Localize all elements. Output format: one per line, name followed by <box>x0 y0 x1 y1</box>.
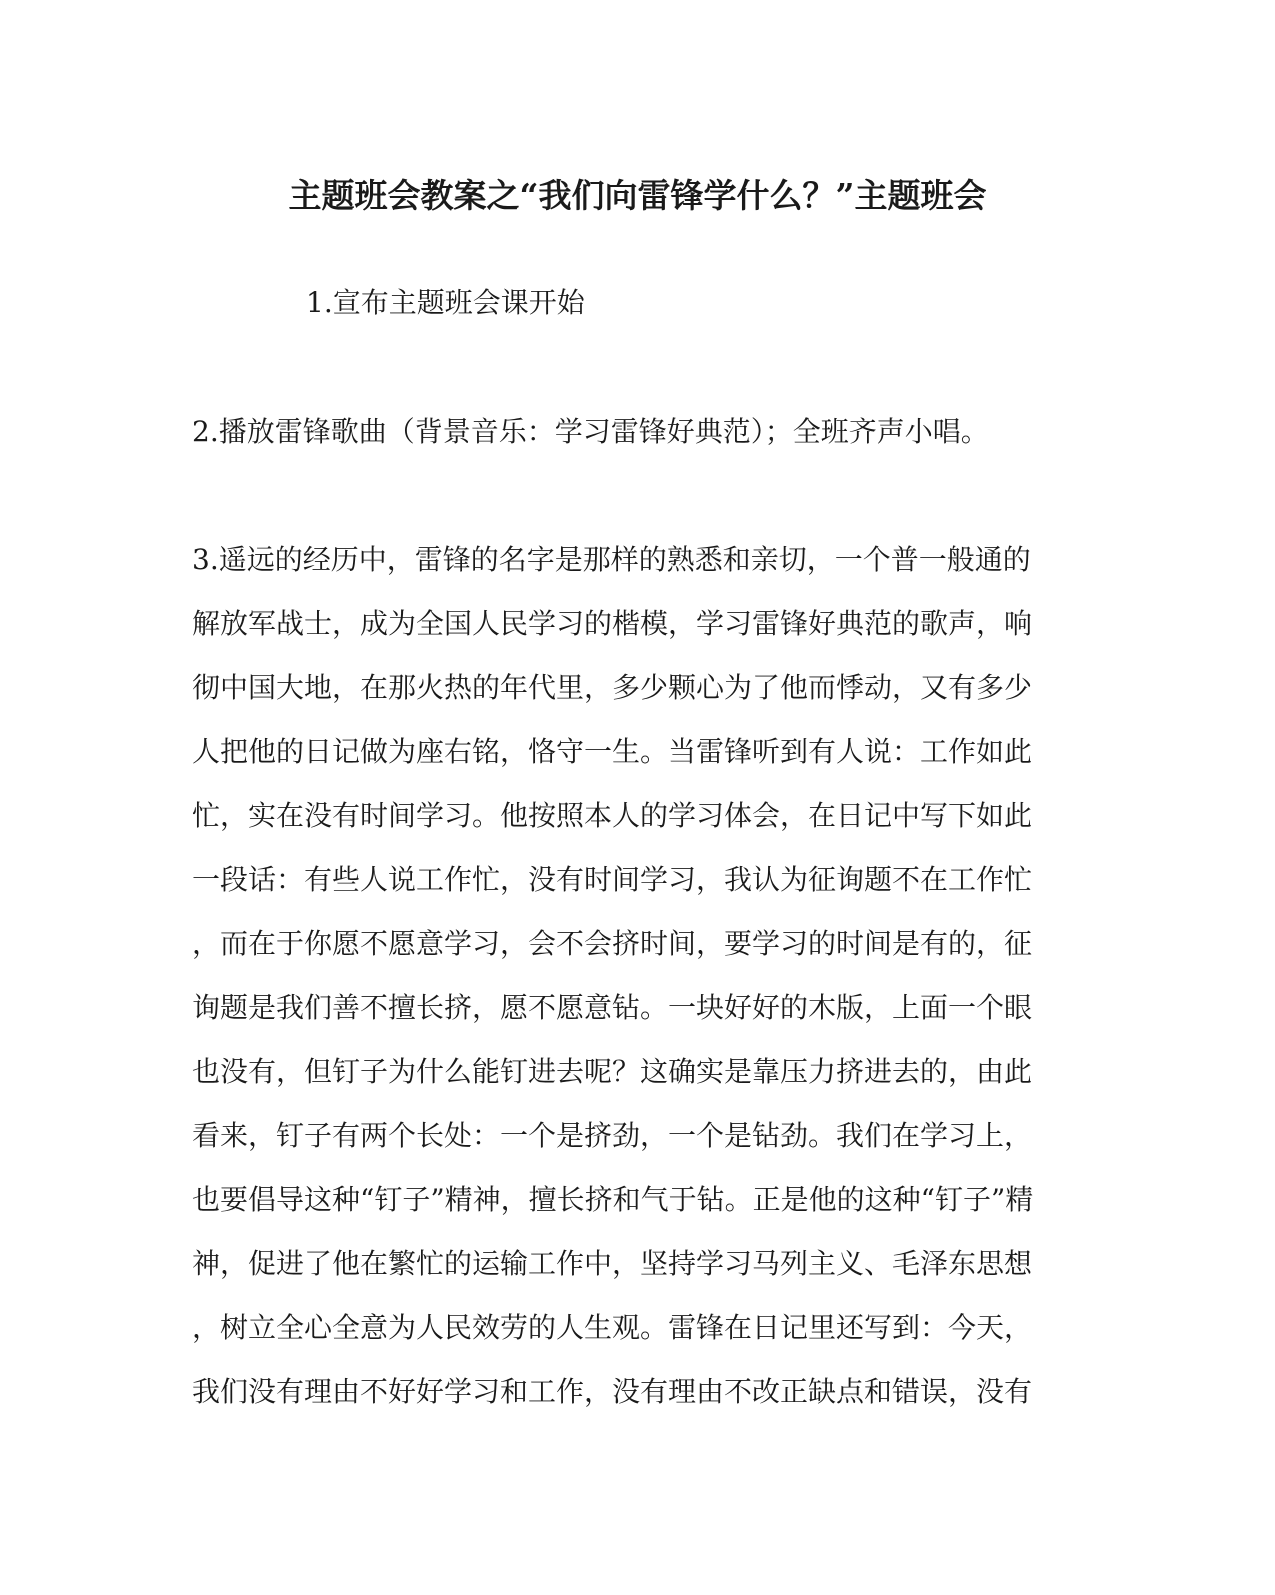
paragraph-line: 忙，实在没有时间学习。他按照本人的学习体会，在日记中写下如此 <box>192 799 1033 832</box>
paragraph-line: 询题是我们善不擅长挤，愿不愿意钻。一块好好的木版，上面一个眼 <box>192 991 1033 1024</box>
paragraph-line: 彻中国大地，在那火热的年代里，多少颗心为了他而悸动，又有多少 <box>192 671 1033 704</box>
paragraph-line: ，树立全心全意为人民效劳的人生观。雷锋在日记里还写到：今天， <box>192 1311 1033 1344</box>
paragraph-line: 我们没有理由不好好学习和工作，没有理由不改正缺点和错误，没有 <box>192 1375 1033 1408</box>
paragraph-line: 神，促进了他在繁忙的运输工作中，坚持学习马列主义、毛泽东思想 <box>192 1247 1033 1280</box>
paragraph-line: 解放军战士，成为全国人民学习的楷模，学习雷锋好典范的歌声，响 <box>192 607 1033 640</box>
paragraph-line: 3.遥远的经历中，雷锋的名字是那样的熟悉和亲切，一个普一般通的 <box>192 543 1031 576</box>
paragraph-line: 看来，钉子有两个长处：一个是挤劲，一个是钻劲。我们在学习上， <box>192 1119 1033 1152</box>
paragraph-line: 一段话：有些人说工作忙，没有时间学习，我认为征询题不在工作忙 <box>192 863 1033 896</box>
agenda-item-1: 1.宣布主题班会课开始 <box>306 286 585 319</box>
agenda-item-2: 2.播放雷锋歌曲（背景音乐：学习雷锋好典范）；全班齐声小唱。 <box>192 415 989 448</box>
paragraph-line: 也要倡导这种“钉子”精神，擅长挤和气于钻。正是他的这种“钉子”精 <box>192 1183 1034 1216</box>
document-title: 主题班会教案之“我们向雷锋学什么？”主题班会 <box>288 176 987 215</box>
paragraph-line: ，而在于你愿不愿意学习，会不会挤时间，要学习的时间是有的，征 <box>192 927 1033 960</box>
paragraph-line: 人把他的日记做为座右铭，恪守一生。当雷锋听到有人说：工作如此 <box>192 735 1033 768</box>
paragraph-line: 也没有，但钉子为什么能钉进去呢？这确实是靠压力挤进去的，由此 <box>192 1055 1033 1088</box>
